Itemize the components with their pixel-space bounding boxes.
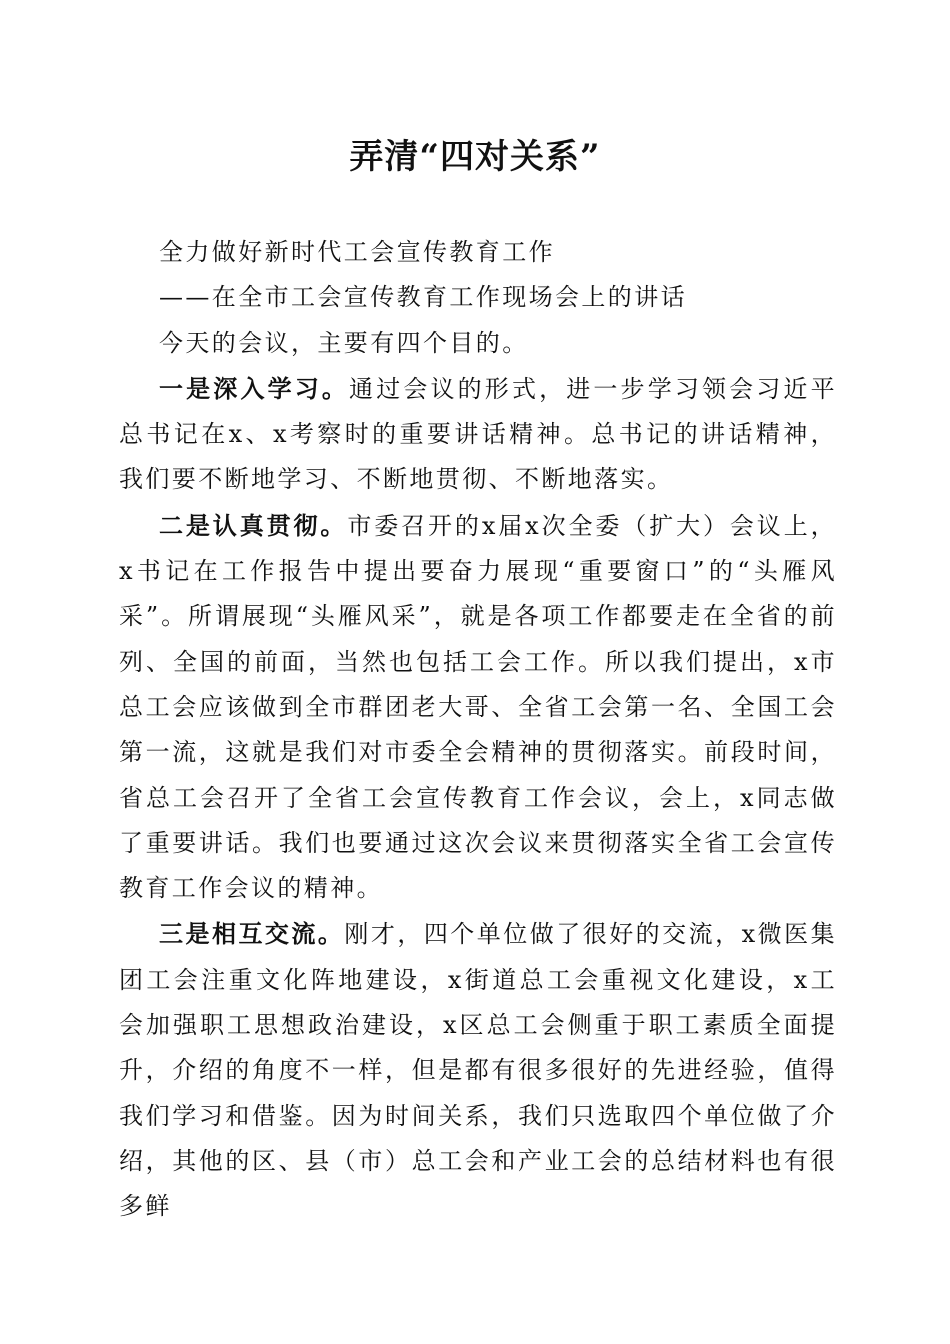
byline: ——在全市工会宣传教育工作现场会上的讲话 <box>159 283 687 312</box>
paragraph-exchange <box>119 911 837 1229</box>
paragraph-text: 市委召开的x届x次全委（扩大）会议上，x书记在工作报告中提出要奋力展现“重要窗口”的“头雁风采”。所谓展现“头雁风采”，就是各项工作都要走在全省的前列、全国的前面，当然也包括工会工作。所以我们提出，x市总工会应该做到全市群团老大哥、全省工会第一名、全国工会第一流，这就是我们对市委全会精神的贯彻落实。前段时间，省总工会召开了全省工会宣传教育工作会议，会上，x同志做了重要讲话。我们也要通过这次会议来贯彻落实全省工会宣传教育工作会议的精神。 <box>119 511 837 903</box>
intro-paragraph: 今天的会议，主要有四个目的。 <box>159 328 529 357</box>
paragraph-lead: 一是深入学习。 <box>159 373 350 403</box>
document-body <box>119 230 837 1230</box>
paragraph-study <box>119 366 837 503</box>
document-title: 弄清“四对关系” <box>349 137 601 177</box>
subtitle: 全力做好新时代工会宣传教育工作 <box>159 238 555 266</box>
paragraph-lead: 二是认真贯彻。 <box>159 510 348 540</box>
paragraph-text: 通过会议的形式，进一步学习领会习近平总书记在x、x考察时的重要讲话精神。总书记的讲话精神，我们要不断地学习、不断地贯彻、不断地落实。 <box>119 374 837 494</box>
paragraph-lead: 三是相互交流。 <box>159 919 345 949</box>
paragraph-text: 刚才，四个单位做了很好的交流，x微医集团工会注重文化阵地建设，x街道总工会重视文化建设，x工会加强职工思想政治建设，x区总工会侧重于职工素质全面提升，介绍的角度不一样，但是都有很多很好的先进经验，值得我们学习和借鉴。因为时间关系，我们只选取四个单位做了介绍，其他的区、县（市）总工会和产业工会的总结材料也有很多鲜 <box>119 920 837 1221</box>
paragraph-implement <box>119 503 837 912</box>
